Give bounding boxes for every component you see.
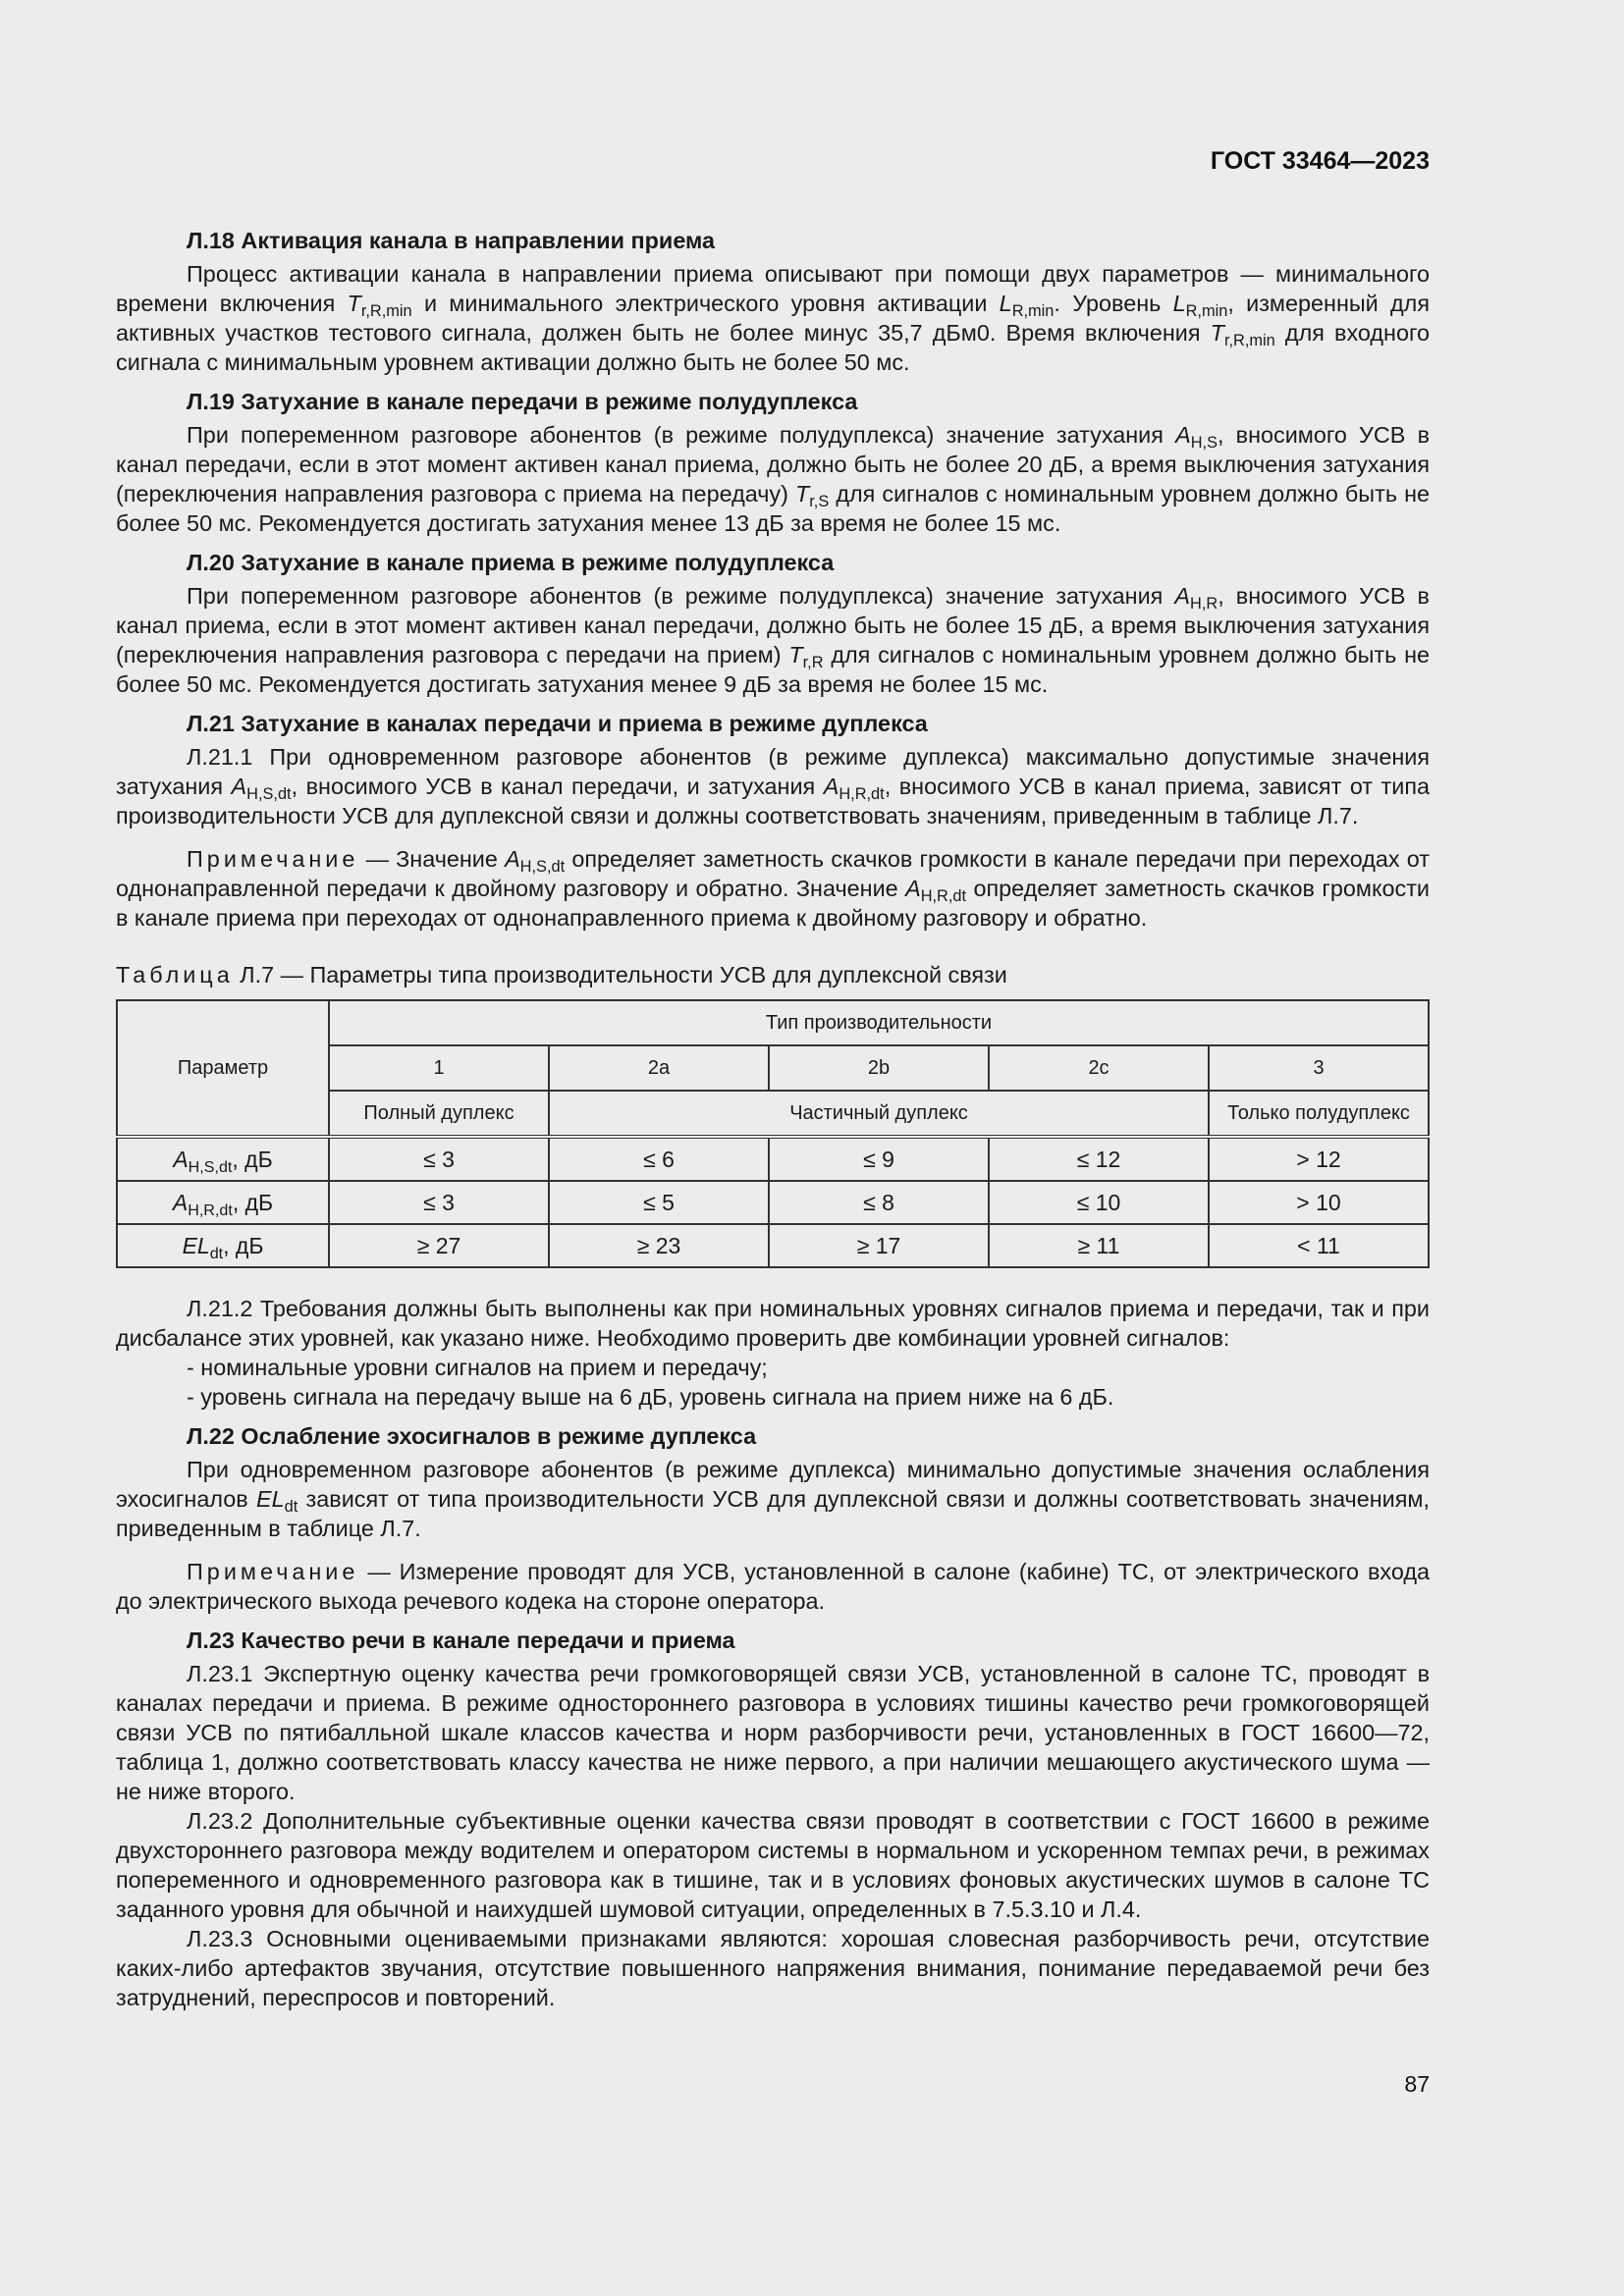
type-cell: 2b <box>769 1045 989 1091</box>
paragraph: Л.21.2 Требования должны быть выполнены как при номинальных уровнях сигналов приема и передачи, так и при дисбалансе этих уровней, как указано ниже. Необходимо проверить две комбинации уровней сигналов: <box>116 1296 1430 1351</box>
section-heading: Л.19 Затухание в канале передачи в режиме полудуплекса <box>187 389 858 414</box>
note-label: Примечание <box>187 1559 359 1584</box>
section-heading: Л.18 Активация канала в направлении приема <box>187 228 716 253</box>
page-content <box>116 226 1430 2012</box>
section-heading: Л.22 Ослабление эхосигналов в режиме дуплекса <box>187 1423 757 1449</box>
value-cell: ≤ 3 <box>329 1137 549 1181</box>
list <box>116 1353 1430 1412</box>
group-cell: Только полудуплекс <box>1209 1091 1429 1137</box>
value-cell: ≤ 12 <box>989 1137 1209 1181</box>
value-cell: > 10 <box>1209 1181 1429 1224</box>
type-cell: 3 <box>1209 1045 1429 1091</box>
parameters-table <box>116 999 1430 1268</box>
value-cell: ≥ 11 <box>989 1224 1209 1267</box>
value-cell: > 12 <box>1209 1137 1429 1181</box>
paragraph: При попеременном разговоре абонентов (в режиме полудуплекса) значение затухания $A_{H,S}$, вносимого УСВ в канал передачи, если в этот момент активен канал приема, должно быть не более 20 дБ, а время выключения затухания (переключения направления разговора с приема на передачу) $T_{r,S}$ для сигналов с номинальным уровнем должно быть не более 50 мс. Рекомендуется достигать затухания менее 13 дБ за время не более 15 мс. <box>116 422 1431 536</box>
value-cell: ≤ 8 <box>769 1181 989 1224</box>
document-header: ГОСТ 33464—2023 <box>1210 147 1430 175</box>
type-cell: 1 <box>329 1045 549 1091</box>
table-caption: Таблица Л.7 — Параметры типа производительности УСВ для дуплексной связи <box>116 962 1007 988</box>
value-cell: ≤ 9 <box>769 1137 989 1181</box>
note-label: Примечание <box>187 846 359 872</box>
type-header: Тип производительности <box>329 1000 1429 1045</box>
value-cell: ≤ 6 <box>549 1137 769 1181</box>
table-row <box>117 1181 1429 1224</box>
value-cell: ≤ 10 <box>989 1181 1209 1224</box>
row-label: $A_{H,S,dt}$, дБ <box>117 1137 329 1181</box>
paragraph: Процесс активации канала в направлении приема описывают при помощи двух параметров — минимального времени включения $T_{r,R,min}$ и минимального электрического уровня активации $L_{R,min}$. Уровень $L_{R,min}$, измеренный для активных участков тестового сигнала, должен быть не более минус 35,7 дБм0. Время включения $T_{r,R,min}$ для входного сигнала с минимальным уровнем активации должно быть не более 50 мс. <box>116 261 1430 375</box>
list-item: - номинальные уровни сигналов на прием и передачу; <box>187 1355 768 1380</box>
row-label: $A_{H,R,dt}$, дБ <box>117 1181 329 1224</box>
type-cell: 2a <box>549 1045 769 1091</box>
table-row <box>117 1137 1429 1181</box>
value-cell: < 11 <box>1209 1224 1429 1267</box>
note: Примечание — Значение $A_{H,S,dt}$ определяет заметность скачков громкости в канале передачи при переходах от однонаправленной передачи к двойному разговору и обратно. Значение $A_{H,R,dt}$ определяет заметность скачков громкости в канале приема при переходах от однонаправленного приема к двойному разговору и обратно. <box>116 846 1430 931</box>
table-row <box>117 1224 1429 1267</box>
value-cell: ≤ 3 <box>329 1181 549 1224</box>
page-number: 87 <box>1404 2071 1430 2097</box>
param-header: Параметр <box>117 1000 329 1137</box>
value-cell: ≤ 5 <box>549 1181 769 1224</box>
paragraph: Л.23.2 Дополнительные субъективные оценки качества связи проводят в соответствии с ГОСТ 16600 в режиме двухстороннего разговора между водителем и оператором системы в нормальном и ускоренном темпах речи, в режимах попеременного и одновременного разговора как в тишине, так и в условиях фоновых акустических шумов в салоне ТС заданного уровня для обычной и наихудшей шумовой ситуации, определенных в 7.5.3.10 и Л.4. <box>116 1808 1430 1922</box>
section-heading: Л.21 Затухание в каналах передачи и приема в режиме дуплекса <box>187 711 928 736</box>
paragraph: Л.21.1 При одновременном разговоре абонентов (в режиме дуплекса) максимально допустимые значения затухания $A_{H,S,dt}$, вносимого УСВ в канал передачи, и затухания $A_{H,R,dt}$, вносимого УСВ в канал приема, зависят от типа производительности УСВ для дуплексной связи и должны соответствовать значениям, приведенным в таблице Л.7. <box>116 744 1430 828</box>
note: Примечание — Измерение проводят для УСВ, установленной в салоне (кабине) ТС, от электрического входа до электрического выхода речевого кодека на стороне оператора. <box>116 1559 1430 1614</box>
value-cell: ≥ 17 <box>769 1224 989 1267</box>
paragraph: Л.23.3 Основными оцениваемыми признаками являются: хорошая словесная разборчивость речи, отсутствие каких-либо артефактов звучания, отсутствие повышенного напряжения внимания, понимание передаваемой речи без затруднений, переспросов и повторений. <box>116 1926 1430 2010</box>
value-cell: ≥ 23 <box>549 1224 769 1267</box>
section-heading: Л.23 Качество речи в канале передачи и приема <box>187 1628 735 1653</box>
type-cell: 2c <box>989 1045 1209 1091</box>
paragraph: При одновременном разговоре абонентов (в режиме дуплекса) минимально допустимые значения ослабления эхосигналов $EL_{dt}$ зависят от типа производительности УСВ для дуплексной связи и должны соответствовать значениям, приведенным в таблице Л.7. <box>116 1457 1430 1541</box>
section-heading: Л.20 Затухание в канале приема в режиме полудуплекса <box>187 550 835 575</box>
paragraph: Л.23.1 Экспертную оценку качества речи громкоговорящей связи УСВ, установленной в салоне ТС, проводят в каналах передачи и приема. В режиме одностороннего разговора в условиях тишины качество речи громкоговорящей связи УСВ по пятибалльной шкале классов качества и норм разборчивости речи, установленных в ГОСТ 16600—72, таблица 1, должно соответствовать классу качества не ниже первого, а при наличии мешающего акустического шума — не ниже второго. <box>116 1661 1430 1804</box>
group-cell: Частичный дуплекс <box>549 1091 1209 1137</box>
row-label: $EL_{dt}$, дБ <box>117 1224 329 1267</box>
list-item: - уровень сигнала на передачу выше на 6 дБ, уровень сигнала на прием ниже на 6 дБ. <box>187 1384 1114 1410</box>
value-cell: ≥ 27 <box>329 1224 549 1267</box>
group-cell: Полный дуплекс <box>329 1091 549 1137</box>
paragraph: При попеременном разговоре абонентов (в режиме полудуплекса) значение затухания $A_{H,R}$, вносимого УСВ в канал приема, если в этот момент активен канал передачи, должно быть не более 15 дБ, а время выключения затухания (переключения направления разговора с передачи на прием) $T_{r,R}$ для сигналов с номинальным уровнем должно быть не более 50 мс. Рекомендуется достигать затухания менее 9 дБ за время не более 15 мс. <box>116 583 1431 697</box>
